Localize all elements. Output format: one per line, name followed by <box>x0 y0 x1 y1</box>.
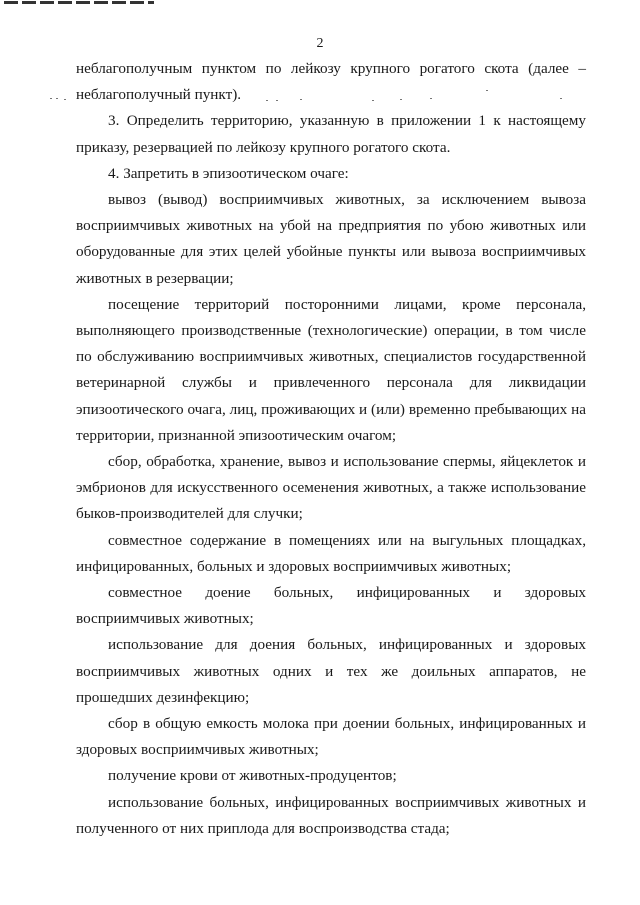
document-body <box>76 56 586 842</box>
paragraph-ban-milk-collection: сбор в общую емкость молока при доении больных, инфицированных и здоровых восприимчивых животных; <box>76 715 586 759</box>
scan-artifact-bar <box>4 1 154 4</box>
paragraph-ban-blood: получение крови от животных-продуцентов; <box>108 767 397 785</box>
scan-artifact-mark <box>0 0 200 5</box>
paragraph-ban-semen: сбор, обработка, хранение, вывоз и использование спермы, яйцеклеток и эмбрионов для искусственного осеменения животных, а также использование быков-производителей для случки; <box>76 453 586 523</box>
paragraph-ban-export: вывоз (вывод) восприимчивых животных, за исключением вывоза восприимчивых животных на убой на предприятия по убою животных или оборудованные для этих целей убойные пункты или вывоза восприимчивых животных в резервации; <box>76 191 586 287</box>
paragraph-ban-joint-milking: совместное доение больных, инфицированных и здоровых восприимчивых животных; <box>76 584 586 628</box>
paragraph-ban-joint-housing: совместное содержание в помещениях или на выгульных площадках, инфицированных, больных и здоровых восприимчивых животных; <box>76 531 586 575</box>
page-number: 2 <box>316 36 324 51</box>
paragraph-continuation: неблагополучным пунктом по лейкозу крупного рогатого скота (далее – неблагополучный пункт). <box>76 60 586 104</box>
paragraph-ban-milking-machines: использование для доения больных, инфицированных и здоровых восприимчивых животных одних и тех же доильных аппаратов, не прошедших дезинфекцию; <box>76 636 586 706</box>
paragraph-ban-reproduction: использование больных, инфицированных восприимчивых животных и полученного от них приплода для воспроизводства стада; <box>76 793 586 837</box>
paragraph-item-3: 3. Определить территорию, указанную в приложении 1 к настоящему приказу, резервацией по лейкозу крупного рогатого скота. <box>76 112 586 156</box>
paragraph-ban-visits: посещение территорий посторонними лицами, кроме персонала, выполняющего производственные (технологические) операции, в том числе по обслуживанию восприимчивых животных, специалистов государственной ветеринарной службы и привлеченного персонала для ликвидации эпизоотического очага, лиц, проживающих и (или) временно пребывающих на территории, признанной эпизоотическим очагом; <box>76 295 586 444</box>
paragraph-item-4: 4. Запретить в эпизоотическом очаге: <box>108 164 349 182</box>
